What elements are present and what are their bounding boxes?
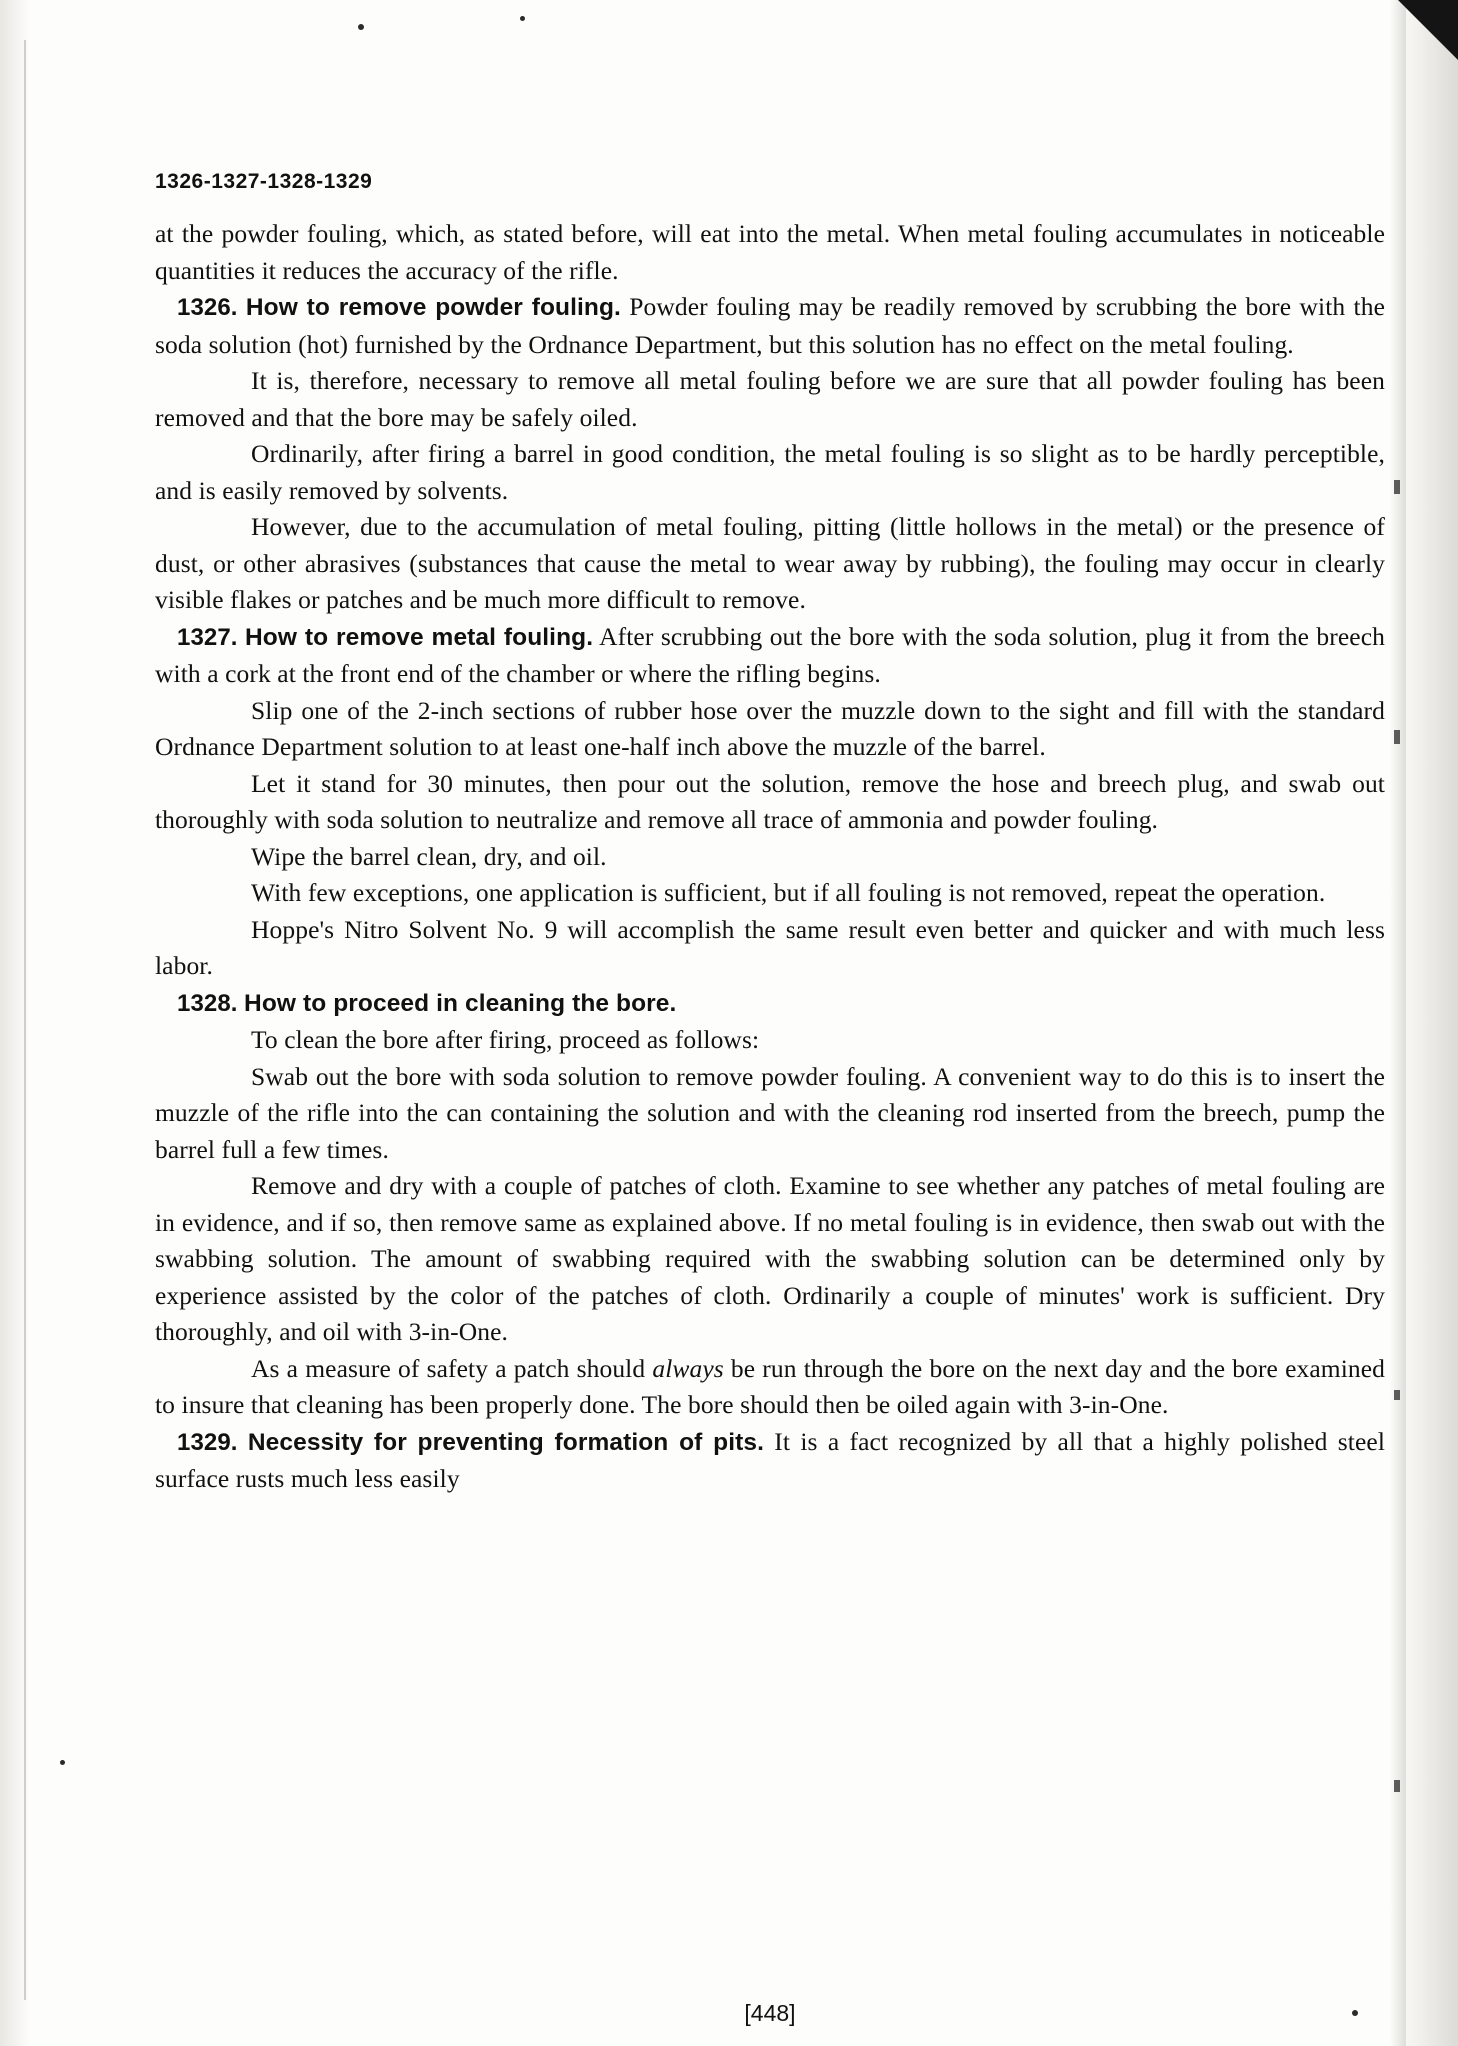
scan-speck — [358, 24, 364, 30]
paragraph-1327 — [155, 619, 1385, 693]
paragraph-1327-c: Let it stand for 30 minutes, then pour out the solution, remove the hose and breech plug, and swab out thoroughly with soda solution to neutralize and remove all trace of ammonia and powder fouling. — [155, 768, 1385, 834]
paragraph-1328-e-italic: always — [652, 1353, 724, 1383]
section-title-1329: Necessity for preventing formation of pits. — [247, 1428, 764, 1456]
section-body-1326: Powder fouling may be readily removed by scrubbing the bore with the soda solution (hot) furnished by the Ordnance Department, but this solution has no effect on the metal fouling. — [155, 292, 1385, 359]
spine-mark-4 — [1394, 1780, 1400, 1792]
spine-mark-2 — [1394, 730, 1400, 744]
section-title-1328: How to proceed in cleaning the bore. — [244, 989, 677, 1017]
paragraph-1328-e-after: be run through the bore on the next day and the bore examined to insure that cleaning has been properly done. The bore should then be oiled again with 3-in-One. — [155, 1353, 1386, 1419]
paragraph-1328-e — [155, 1351, 1385, 1424]
section-title-1326: How to remove powder fouling. — [245, 294, 621, 321]
paragraph-1326-c: Ordinarily, after firing a barrel in good condition, the metal fouling is so slight as to be hardly perceptible, and is easily removed by solvents. — [155, 439, 1385, 505]
section-number-1327: 1327. — [177, 623, 238, 651]
paragraph-1328-b: To clean the bore after firing, proceed as follows: — [251, 1025, 760, 1054]
scan-speck — [60, 1760, 65, 1765]
paragraph-1328 — [155, 985, 1385, 1023]
paragraph-1327-e: With few exceptions, one application is sufficient, but if all fouling is not removed, repeat the operation. — [251, 878, 1326, 907]
paragraph-1328-d: Remove and dry with a couple of patches of cloth. Examine to see whether any patches of metal fouling are in evidence, and if so, then remove same as explained above. If no metal fouling is in evidence, then swab out with the swabbing solution. The amount of swabbing required with the swabbing solution can be determined only by experience assisted by the color of the patches of cloth. Ordinarily a couple of minutes' work is sufficient. Dry thoroughly, and oil with 3-in-One. — [155, 1171, 1385, 1346]
paragraph-continued: at the powder fouling, which, as stated before, will eat into the metal. When metal fouling accumulates in noticeable quantities it reduces the accuracy of the rifle. — [155, 219, 1385, 285]
paragraph-1326-d: However, due to the accumulation of metal fouling, pitting (little hollows in the metal) or the presence of dust, or other abrasives (substances that cause the metal to wear away by rubbing), the fouling may occur in clearly visible flakes or patches and be much more difficult to remove. — [155, 512, 1385, 614]
paragraph-1327-d: Wipe the barrel clean, dry, and oil. — [251, 841, 607, 871]
spine-mark-1 — [1394, 480, 1400, 494]
corner-artifact — [1398, 0, 1458, 60]
section-number-1328: 1328. — [177, 989, 238, 1017]
section-number-1329: 1329. — [177, 1428, 238, 1456]
section-body-1327: After scrubbing out the bore with the soda solution, plug it from the breech with a cork at the front end of the chamber or where the rifling begins. — [155, 621, 1385, 688]
paragraph-1327-b: Slip one of the 2-inch sections of rubber hose over the muzzle down to the sight and fill with the standard Ordnance Department solution to at least one-half inch above the muzzle of the barrel. — [155, 695, 1385, 761]
page-text-column — [155, 170, 1386, 2026]
paragraph-1326-b: It is, therefore, necessary to remove all metal fouling before we are sure that all powder fouling has been removed and that the bore may be safely oiled. — [155, 366, 1385, 432]
section-title-1327: How to remove metal fouling. — [244, 623, 594, 651]
paragraph-1327-f: Hoppe's Nitro Solvent No. 9 will accomplish the same result even better and quicker and with much less labor. — [155, 914, 1385, 980]
paragraph-1326 — [155, 289, 1385, 363]
paragraph-1328-e-before: As a measure of safety a patch should — [251, 1353, 653, 1383]
gutter-gradient — [1390, 0, 1406, 2046]
left-edge-line — [24, 40, 26, 2000]
section-number-1326: 1326. — [177, 294, 238, 321]
paragraph-1328-c: Swab out the bore with soda solution to remove powder fouling. A convenient way to do this is to insert the muzzle of the rifle into the can containing the solution and with the cleaning rod inserted from the breech, pump the barrel full a few times. — [155, 1061, 1385, 1164]
paragraph-1329 — [155, 1424, 1385, 1498]
page-folio: [448] — [744, 2000, 796, 2026]
running-head: 1326-1327-1328-1329 — [155, 170, 373, 193]
spine-mark-3 — [1394, 1390, 1400, 1400]
section-body-1329: It is a fact recognized by all that a highly polished steel surface rusts much less easily — [155, 1426, 1386, 1493]
scan-speck — [520, 16, 525, 21]
